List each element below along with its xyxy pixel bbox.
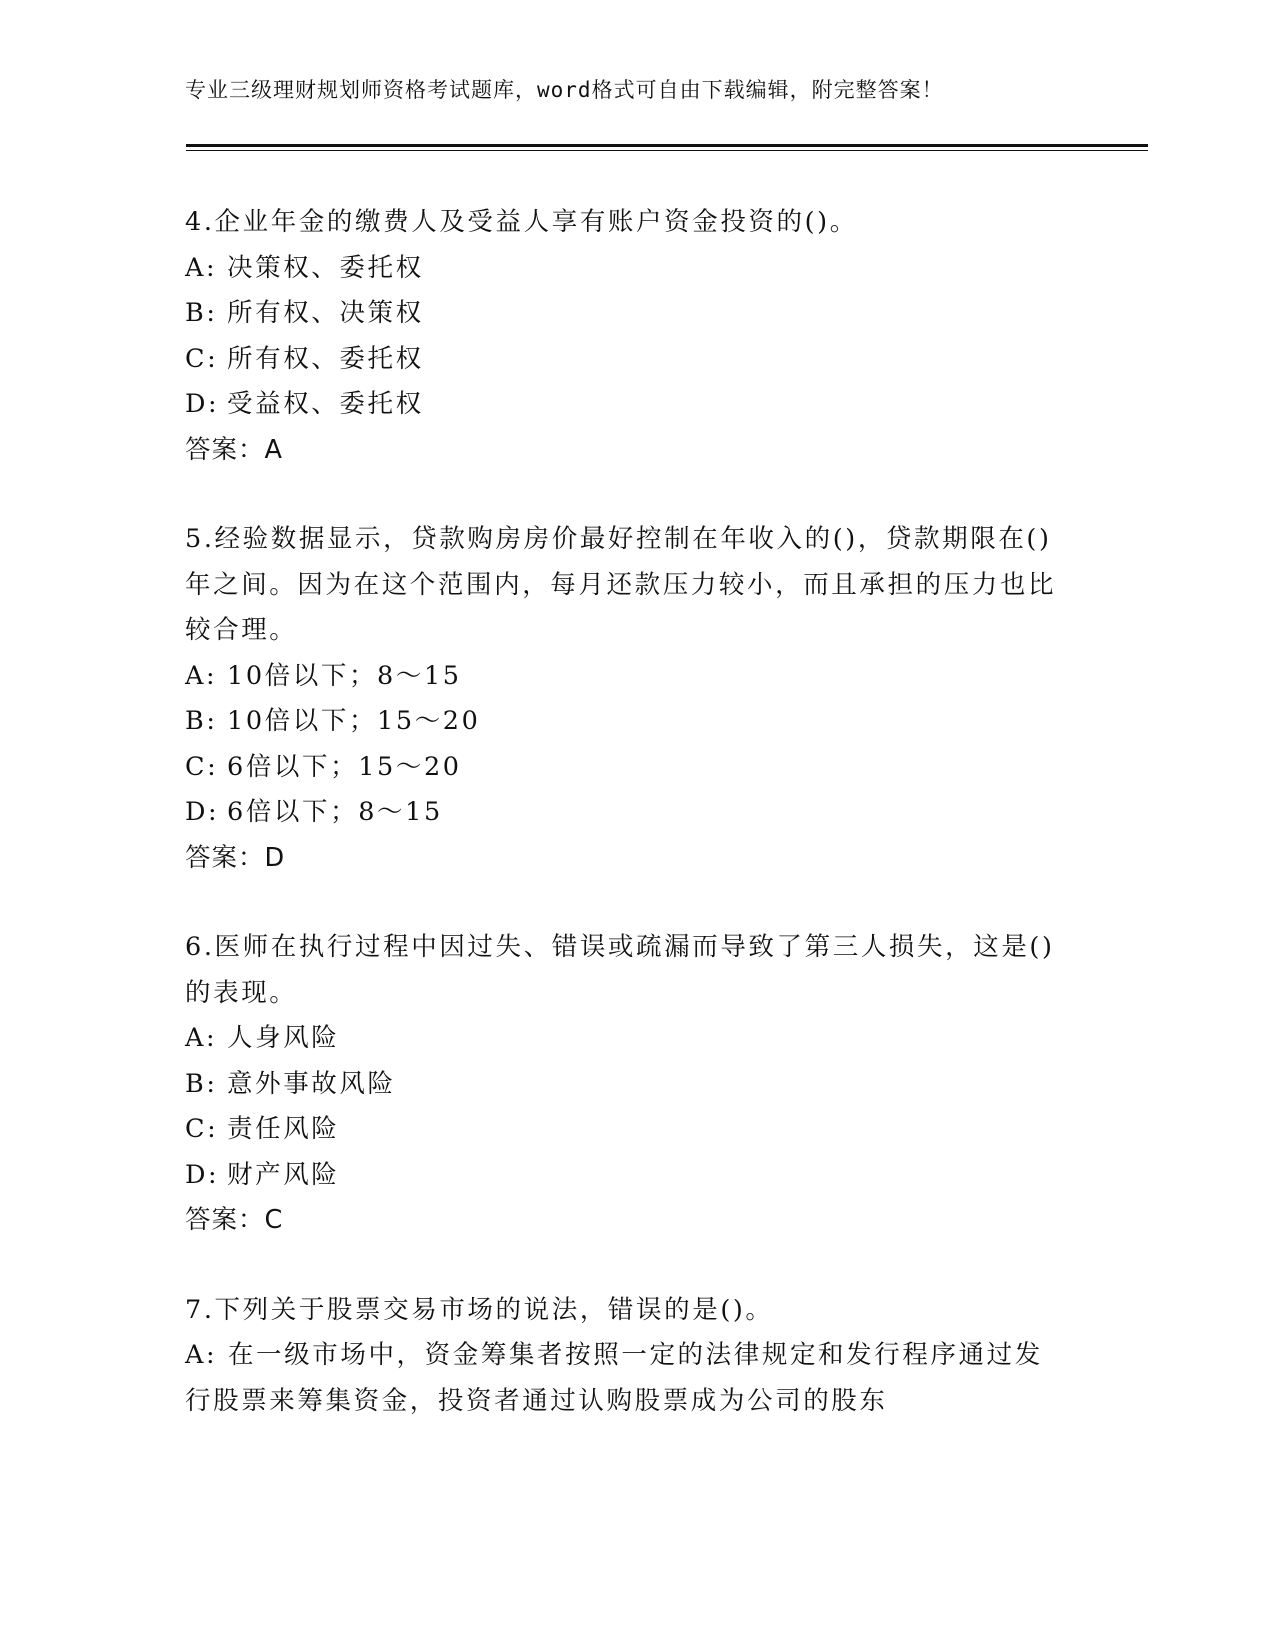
question-6 xyxy=(185,925,1065,1244)
option-key: B: xyxy=(185,1068,218,1099)
option-b xyxy=(185,699,1065,745)
question-stem: 6.医师在执行过程中因过失、错误或疏漏而导致了第三人损失，这是()的表现。 xyxy=(185,932,1055,1008)
option-key: D: xyxy=(185,389,220,419)
answer-line: 答案：C xyxy=(185,1205,284,1235)
question-5 xyxy=(185,517,1065,881)
question-list xyxy=(185,200,1065,1468)
option-text: 意外事故风险 xyxy=(227,1068,396,1099)
option-d xyxy=(185,382,1065,428)
option-list xyxy=(185,1016,1065,1198)
option-a xyxy=(185,654,1065,700)
option-text: 6倍以下；8～15 xyxy=(227,797,443,827)
option-list xyxy=(185,654,1065,836)
header-rule-thin xyxy=(186,150,1148,151)
option-key: D: xyxy=(185,797,220,827)
question-stem: 7.下列关于股票交易市场的说法，错误的是()。 xyxy=(185,1294,774,1325)
option-text: 人身风险 xyxy=(227,1023,340,1053)
option-a xyxy=(185,1333,1065,1424)
option-c xyxy=(185,745,1065,791)
option-key: C: xyxy=(185,751,219,782)
option-key: B: xyxy=(185,706,218,736)
answer-line: 答案：D xyxy=(185,842,286,873)
option-a xyxy=(185,246,1065,292)
option-text: 10倍以下；15～20 xyxy=(227,706,481,736)
option-key: A: xyxy=(185,1340,218,1370)
option-c xyxy=(185,1107,1065,1153)
option-d xyxy=(185,790,1065,836)
option-text: 所有权、决策权 xyxy=(227,298,424,328)
option-c xyxy=(185,337,1065,383)
option-list xyxy=(185,246,1065,428)
answer-line: 答案：A xyxy=(185,434,283,465)
option-a xyxy=(185,1016,1065,1062)
option-text: 受益权、委托权 xyxy=(227,389,424,419)
option-text: 责任风险 xyxy=(227,1114,340,1144)
option-b xyxy=(185,291,1065,337)
option-key: C: xyxy=(185,343,219,374)
option-key: A: xyxy=(185,1023,218,1053)
option-b xyxy=(185,1062,1065,1108)
option-key: A: xyxy=(185,660,218,691)
header-rule-thick xyxy=(186,144,1148,147)
question-7 xyxy=(185,1288,1065,1425)
option-text: 所有权、委托权 xyxy=(227,343,424,374)
option-key: C: xyxy=(185,1114,219,1144)
question-4 xyxy=(185,200,1065,473)
option-text: 6倍以下；15～20 xyxy=(227,751,462,782)
page-header: 专业三级理财规划师资格考试题库，word格式可自由下载编辑，附完整答案！ xyxy=(185,78,944,102)
option-text: 10倍以下；8～15 xyxy=(227,660,462,691)
option-key: A: xyxy=(185,252,218,283)
option-text: 决策权、委托权 xyxy=(227,252,424,283)
option-key: D: xyxy=(185,1159,220,1190)
question-stem: 5.经验数据显示，贷款购房房价最好控制在年收入的()，贷款期限在()年之间。因为在这个范围内，每月还款压力较小，而且承担的压力也比较合理。 xyxy=(185,524,1057,645)
option-text: 财产风险 xyxy=(227,1159,340,1190)
question-stem: 4.企业年金的缴费人及受益人享有账户资金投资的()。 xyxy=(185,207,858,237)
option-key: B: xyxy=(185,298,218,328)
option-text: 在一级市场中，资金筹集者按照一定的法律规定和发行程序通过发行股票来筹集资金，投资者通过认购股票成为公司的股东 xyxy=(185,1340,1043,1416)
option-d xyxy=(185,1153,1065,1199)
